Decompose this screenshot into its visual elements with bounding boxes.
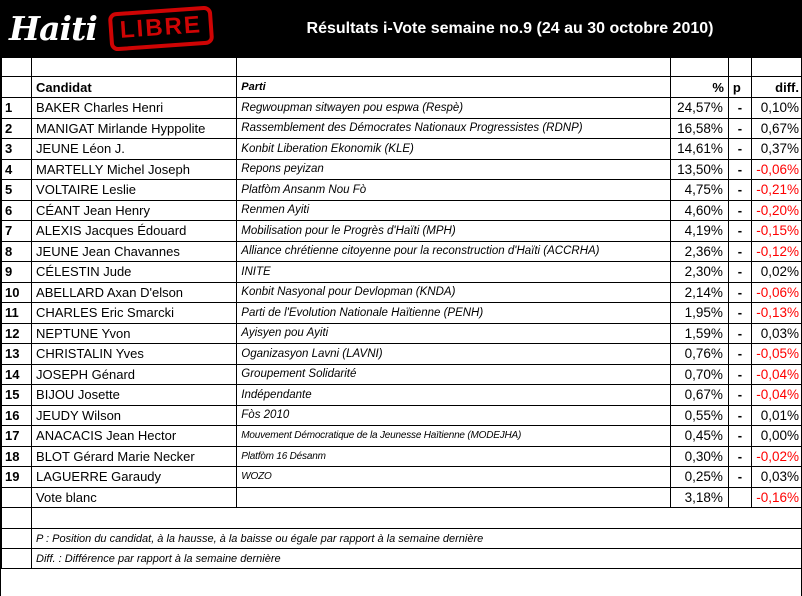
- spacer-cell: [32, 58, 237, 77]
- spacer-cell: [728, 58, 751, 77]
- diff-cell: -0,13%: [751, 303, 802, 324]
- diff-cell: -0,04%: [751, 385, 802, 406]
- table-row: [2, 446, 802, 467]
- percent-cell: 2,14%: [670, 282, 728, 303]
- candidate-cell: ABELLARD Axan D'elson: [32, 282, 237, 303]
- position-cell: -: [728, 180, 751, 201]
- candidate-cell: JEUNE Jean Chavannes: [32, 241, 237, 262]
- candidate-cell: ANACACIS Jean Hector: [32, 426, 237, 447]
- spacer-cell: [2, 508, 32, 529]
- rank-cell: 15: [2, 385, 32, 406]
- table-row: [2, 487, 802, 508]
- position-cell: -: [728, 467, 751, 488]
- table-row: [2, 139, 802, 160]
- party-cell: Platfòm Ansanm Nou Fò: [237, 180, 671, 201]
- percent-cell: 0,76%: [670, 344, 728, 365]
- rank-cell: 5: [2, 180, 32, 201]
- party-cell: Parti de l'Evolution Nationale Haïtienne (PENH): [237, 303, 671, 324]
- party-cell: Rassemblement des Démocrates Nationaux Progressistes (RDNP): [237, 118, 671, 139]
- candidate-cell: BAKER Charles Henri: [32, 98, 237, 119]
- table-row: [2, 159, 802, 180]
- party-cell: Alliance chrétienne citoyenne pour la reconstruction d'Haïti (ACCRHA): [237, 241, 671, 262]
- candidate-cell: Vote blanc: [32, 487, 237, 508]
- percent-header: %: [670, 77, 728, 98]
- diff-cell: -0,16%: [751, 487, 802, 508]
- party-cell: Groupement Solidarité: [237, 364, 671, 385]
- position-cell: -: [728, 323, 751, 344]
- spacer-row-top: [2, 58, 802, 77]
- diff-cell: -0,05%: [751, 344, 802, 365]
- percent-cell: 1,59%: [670, 323, 728, 344]
- position-cell: -: [728, 262, 751, 283]
- position-cell: -: [728, 200, 751, 221]
- diff-cell: 0,02%: [751, 262, 802, 283]
- candidate-cell: CHARLES Eric Smarcki: [32, 303, 237, 324]
- haitilibre-logo: [9, 9, 237, 48]
- diff-cell: 0,00%: [751, 426, 802, 447]
- logo-libre-stamp: LIBRE: [108, 5, 214, 51]
- position-cell: -: [728, 344, 751, 365]
- diff-cell: 0,37%: [751, 139, 802, 160]
- position-cell: [728, 487, 751, 508]
- diff-cell: -0,12%: [751, 241, 802, 262]
- table-row: [2, 344, 802, 365]
- candidate-cell: MARTELLY Michel Joseph: [32, 159, 237, 180]
- party-cell: Fòs 2010: [237, 405, 671, 426]
- position-cell: -: [728, 385, 751, 406]
- position-cell: -: [728, 221, 751, 242]
- party-cell: Indépendante: [237, 385, 671, 406]
- table-row: [2, 385, 802, 406]
- spacer-row-bottom: [2, 508, 802, 529]
- position-cell: -: [728, 282, 751, 303]
- diff-cell: -0,20%: [751, 200, 802, 221]
- spacer-cell: [670, 58, 728, 77]
- candidate-header: Candidat: [32, 77, 237, 98]
- table-row: [2, 241, 802, 262]
- rank-cell: 14: [2, 364, 32, 385]
- diff-cell: 0,03%: [751, 467, 802, 488]
- rank-cell: 16: [2, 405, 32, 426]
- note-rank-cell: [2, 529, 32, 549]
- position-cell: -: [728, 303, 751, 324]
- party-cell: Renmen Ayiti: [237, 200, 671, 221]
- percent-cell: 1,95%: [670, 303, 728, 324]
- rank-cell: 19: [2, 467, 32, 488]
- percent-cell: 16,58%: [670, 118, 728, 139]
- percent-cell: 0,30%: [670, 446, 728, 467]
- table-row: [2, 303, 802, 324]
- rank-cell: 18: [2, 446, 32, 467]
- party-cell: Platfòm 16 Désanm: [237, 446, 671, 467]
- position-cell: -: [728, 364, 751, 385]
- table-row: [2, 405, 802, 426]
- candidate-cell: NEPTUNE Yvon: [32, 323, 237, 344]
- table-row: [2, 200, 802, 221]
- rank-cell: 11: [2, 303, 32, 324]
- table-header-row: [2, 77, 802, 98]
- party-cell: INITE: [237, 262, 671, 283]
- banner: [1, 0, 801, 57]
- results-foot: [2, 508, 802, 569]
- rank-cell: [2, 487, 32, 508]
- diff-cell: 0,01%: [751, 405, 802, 426]
- spacer-cell: [751, 58, 802, 77]
- party-cell: WOZO: [237, 467, 671, 488]
- position-cell: -: [728, 446, 751, 467]
- candidate-cell: JEUDY Wilson: [32, 405, 237, 426]
- percent-cell: 0,55%: [670, 405, 728, 426]
- page-title: Résultats i-Vote semaine no.9 (24 au 30 octobre 2010): [306, 19, 714, 37]
- table-row: [2, 323, 802, 344]
- diff-cell: -0,06%: [751, 282, 802, 303]
- party-cell: Oganizasyon Lavni (LAVNI): [237, 344, 671, 365]
- party-cell: Repons peyizan: [237, 159, 671, 180]
- rank-header: [2, 77, 32, 98]
- rank-cell: 13: [2, 344, 32, 365]
- table-row: [2, 426, 802, 447]
- percent-cell: 4,60%: [670, 200, 728, 221]
- diff-cell: -0,06%: [751, 159, 802, 180]
- position-cell: -: [728, 139, 751, 160]
- candidate-cell: ALEXIS Jacques Édouard: [32, 221, 237, 242]
- rank-cell: 17: [2, 426, 32, 447]
- table-row: [2, 364, 802, 385]
- percent-cell: 3,18%: [670, 487, 728, 508]
- party-cell: [237, 487, 671, 508]
- party-cell: Mouvement Démocratique de la Jeunesse Haïtienne (MODEJHA): [237, 426, 671, 447]
- percent-cell: 0,45%: [670, 426, 728, 447]
- table-row: [2, 180, 802, 201]
- note-row-position: [2, 529, 802, 549]
- percent-cell: 0,67%: [670, 385, 728, 406]
- table-row: [2, 262, 802, 283]
- spacer-cell: [32, 508, 802, 529]
- position-cell: -: [728, 426, 751, 447]
- party-cell: Regwoupman sitwayen pou espwa (Respè): [237, 98, 671, 119]
- rank-cell: 8: [2, 241, 32, 262]
- diff-cell: 0,03%: [751, 323, 802, 344]
- position-cell: -: [728, 118, 751, 139]
- diff-cell: -0,02%: [751, 446, 802, 467]
- position-note: P : Position du candidat, à la hausse, à la baisse ou égale par rapport à la semaine dernière: [32, 529, 802, 549]
- note-rank-cell: [2, 549, 32, 569]
- percent-cell: 13,50%: [670, 159, 728, 180]
- percent-cell: 14,61%: [670, 139, 728, 160]
- percent-cell: 0,70%: [670, 364, 728, 385]
- percent-cell: 4,19%: [670, 221, 728, 242]
- rank-cell: 9: [2, 262, 32, 283]
- diff-header: diff.: [751, 77, 802, 98]
- candidate-cell: CHRISTALIN Yves: [32, 344, 237, 365]
- party-header: Parti: [237, 77, 671, 98]
- position-header: p: [728, 77, 751, 98]
- candidate-cell: VOLTAIRE Leslie: [32, 180, 237, 201]
- results-body: [2, 98, 802, 508]
- rank-cell: 10: [2, 282, 32, 303]
- table-row: [2, 98, 802, 119]
- diff-cell: -0,21%: [751, 180, 802, 201]
- diff-cell: -0,04%: [751, 364, 802, 385]
- position-cell: -: [728, 98, 751, 119]
- percent-cell: 4,75%: [670, 180, 728, 201]
- rank-cell: 1: [2, 98, 32, 119]
- candidate-cell: BLOT Gérard Marie Necker: [32, 446, 237, 467]
- party-cell: Ayisyen pou Ayiti: [237, 323, 671, 344]
- table-row: [2, 221, 802, 242]
- party-cell: Mobilisation pour le Progrès d'Haïti (MPH): [237, 221, 671, 242]
- candidate-cell: JOSEPH Génard: [32, 364, 237, 385]
- spacer-cell: [237, 58, 671, 77]
- percent-cell: 2,36%: [670, 241, 728, 262]
- percent-cell: 2,30%: [670, 262, 728, 283]
- table-row: [2, 118, 802, 139]
- candidate-cell: CÉLESTIN Jude: [32, 262, 237, 283]
- diff-cell: 0,67%: [751, 118, 802, 139]
- candidate-cell: MANIGAT Mirlande Hyppolite: [32, 118, 237, 139]
- position-cell: -: [728, 159, 751, 180]
- table-row: [2, 467, 802, 488]
- candidate-cell: LAGUERRE Garaudy: [32, 467, 237, 488]
- candidate-cell: CÉANT Jean Henry: [32, 200, 237, 221]
- results-head: [2, 58, 802, 98]
- rank-cell: 7: [2, 221, 32, 242]
- position-cell: -: [728, 241, 751, 262]
- diff-cell: 0,10%: [751, 98, 802, 119]
- diff-cell: -0,15%: [751, 221, 802, 242]
- logo-haiti-text: Haiti: [9, 9, 97, 48]
- rank-cell: 6: [2, 200, 32, 221]
- results-table: [1, 57, 802, 569]
- candidate-cell: BIJOU Josette: [32, 385, 237, 406]
- table-row: [2, 282, 802, 303]
- position-cell: -: [728, 405, 751, 426]
- spacer-cell: [2, 58, 32, 77]
- rank-cell: 3: [2, 139, 32, 160]
- rank-cell: 4: [2, 159, 32, 180]
- party-cell: Konbit Nasyonal pour Devlopman (KNDA): [237, 282, 671, 303]
- candidate-cell: JEUNE Léon J.: [32, 139, 237, 160]
- percent-cell: 24,57%: [670, 98, 728, 119]
- percent-cell: 0,25%: [670, 467, 728, 488]
- diff-note: Diff. : Différence par rapport à la semaine dernière: [32, 549, 802, 569]
- rank-cell: 2: [2, 118, 32, 139]
- note-row-diff: [2, 549, 802, 569]
- rank-cell: 12: [2, 323, 32, 344]
- party-cell: Konbit Liberation Ekonomik (KLE): [237, 139, 671, 160]
